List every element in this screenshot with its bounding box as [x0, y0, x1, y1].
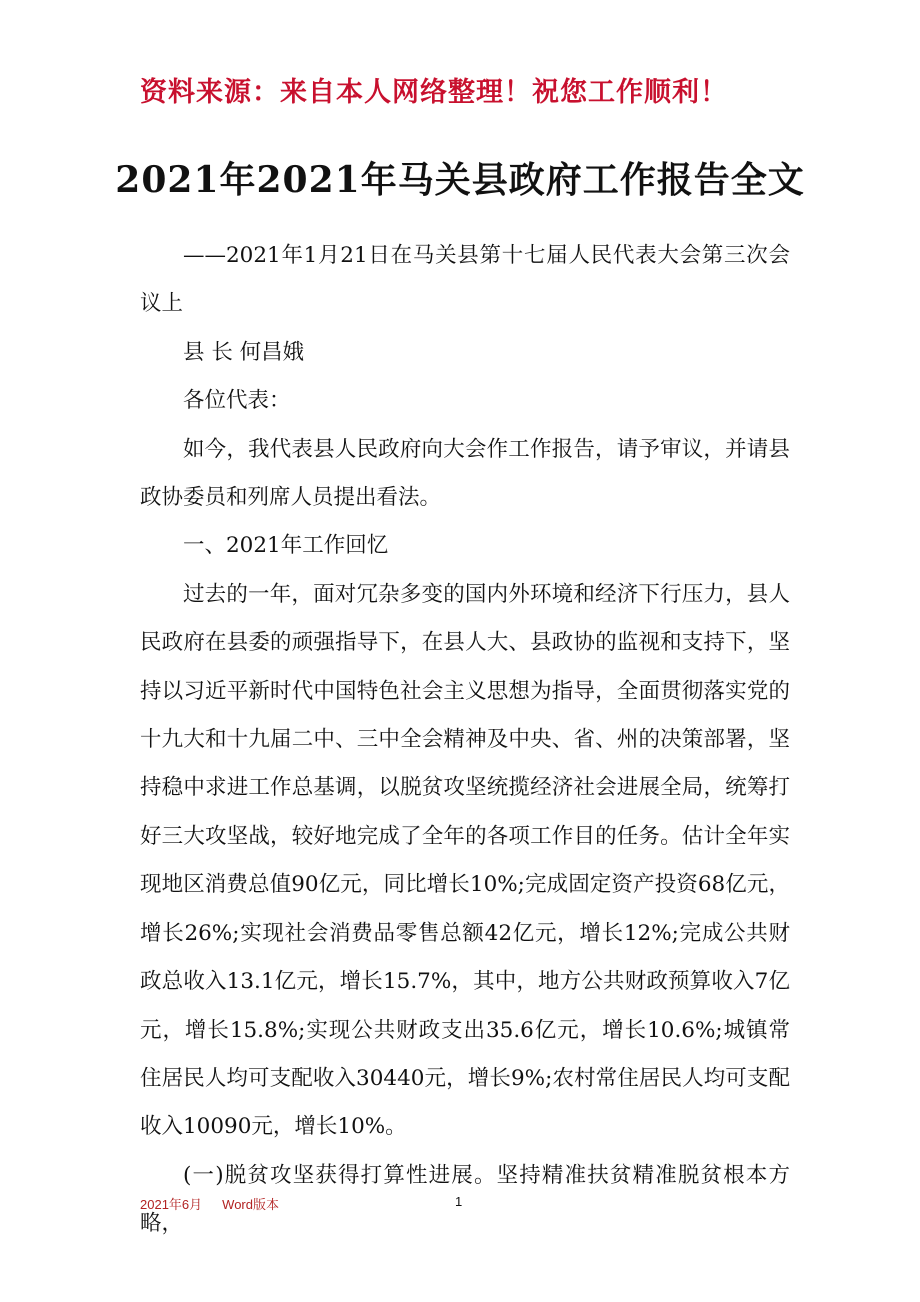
- paragraph-intro: 如今，我代表县人民政府向大会作工作报告，请予审议，并请县政协委员和列席人员提出看法。: [140, 436, 790, 511]
- document-body: [140, 232, 790, 1249]
- page-number: 1: [455, 1194, 463, 1209]
- document-title: 2021年2021年马关县政府工作报告全文: [115, 159, 805, 201]
- paragraph-salutation: 各位代表：: [183, 388, 291, 414]
- source-banner: 资料来源：来自本人网络整理！祝您工作顺利！: [140, 77, 728, 108]
- paragraph-review: 过去的一年，面对冗杂多变的国内外环境和经济下行压力，县人民政府在县委的顽强指导下，在县人大、县政协的监视和支持下，坚持以习近平新时代中国特色社会主义思想为指导，全面贯彻落实党的十九大和十九届二中、三中全会精神及中央、省、州的决策部署，坚持稳中求进工作总基调，以脱贫攻坚统揽经济社会进展全局，统筹打好三大攻坚战，较好地完成了全年的各项工作目的任务。估计全年实现地区消费总值90亿元，同比增长10%;完成固定资产投资68亿元，增长26%;实现社会消费品零售总额42亿元，增长12%;完成公共财政总收入13.1亿元，增长15.7%，其中，地方公共财政预算收入7亿元，增长15.8%;实现公共财政支出35.6亿元，增长10.6%;城镇常住居民人均可支配收入30440元，增长9%;农村常住居民人均可支配收入10090元，增长10%。: [140, 581, 790, 1140]
- paragraph-speaker: 县 长 何昌娥: [183, 339, 305, 365]
- footer-date: 2021年6月: [140, 1197, 203, 1212]
- footer-left: [140, 1194, 279, 1213]
- section-heading: 一、2021年工作回忆: [183, 533, 389, 559]
- footer-edition: Word版本: [222, 1197, 279, 1212]
- paragraph-meeting-info: ——2021年1月21日在马关县第十七届人民代表大会第三次会议上: [140, 243, 790, 317]
- paragraph-poverty: (一)脱贫攻坚获得打算性进展。坚持精准扶贫精准脱贫根本方略，: [140, 1162, 790, 1237]
